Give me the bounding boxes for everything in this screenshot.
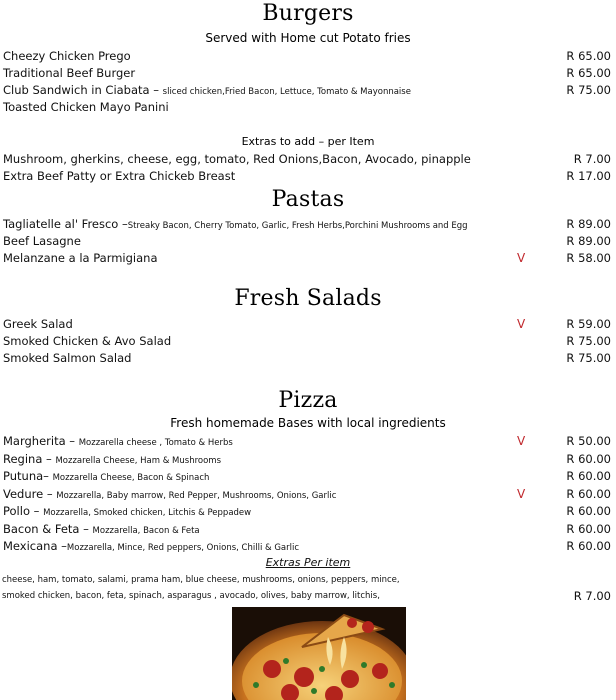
pizza-row bbox=[3, 503, 613, 519]
burger-extra-item-title: Mushroom, gherkins, cheese, egg, tomato, Red Onions,Bacon, Avocado, pinapple bbox=[3, 152, 471, 166]
pastas-title: Pastas bbox=[271, 187, 345, 212]
burger-row bbox=[3, 48, 613, 64]
salad-item-name bbox=[3, 350, 131, 368]
pizza-item-price: R 60.00 bbox=[566, 521, 611, 536]
salad-item-title: Smoked Chicken & Avo Salad bbox=[3, 334, 172, 348]
burger-extra-item-price: R 17.00 bbox=[566, 169, 611, 183]
pizza-item-name bbox=[3, 538, 299, 556]
burger-item-name bbox=[3, 82, 411, 100]
burger-extra-row bbox=[3, 168, 613, 184]
pizza-item-price: R 60.00 bbox=[566, 539, 611, 553]
pizza-row bbox=[3, 486, 613, 502]
burger-item-price: R 65.00 bbox=[566, 49, 611, 63]
pasta-item-title: Beef Lasagne bbox=[3, 234, 81, 248]
salad-item-price: R 75.00 bbox=[566, 334, 611, 348]
pizza-item-title: Mexicana – bbox=[3, 539, 67, 553]
pizza-item-description: Mozzarella, Bacon & Feta bbox=[92, 525, 200, 536]
pizza-row bbox=[3, 521, 613, 537]
pizza-title: Pizza bbox=[278, 388, 338, 413]
burger-item-title: Traditional Beef Burger bbox=[3, 66, 136, 80]
burger-item-name bbox=[3, 48, 131, 66]
pizza-item-title: Pollo – bbox=[3, 504, 44, 518]
pasta-item-name bbox=[3, 216, 468, 234]
burger-item-name bbox=[3, 65, 135, 83]
pizza-item-title: Vedure – bbox=[3, 486, 57, 501]
salad-item-price: R 59.00 bbox=[566, 317, 611, 331]
salad-item-title: Greek Salad bbox=[3, 317, 73, 331]
burger-extra-item-price: R 7.00 bbox=[573, 152, 611, 166]
burger-row bbox=[3, 99, 613, 115]
pasta-row bbox=[3, 233, 613, 249]
pizza-item-description: Mozzarella, Smoked chicken, Litchis & Peppadew bbox=[43, 508, 252, 518]
pizza-item-description: Mozzarella cheese , Tomato & Herbs bbox=[78, 438, 233, 448]
pizza-item-description: Mozzarella, Mince, Red peppers, Onions, Chilli & Garlic bbox=[66, 543, 300, 553]
salad-row bbox=[3, 316, 613, 332]
pasta-item-title: Melanzane a la Parmigiana bbox=[3, 251, 158, 265]
pizza-illustration bbox=[232, 607, 406, 700]
pizza-extras-title: Extras Per item bbox=[265, 556, 351, 569]
pasta-item-name bbox=[3, 233, 81, 251]
pizza-item-title: Regina – bbox=[3, 451, 56, 466]
burger-row bbox=[3, 65, 613, 81]
pizza-item-title: Putuna– bbox=[3, 469, 53, 483]
pizza-item-name bbox=[3, 521, 200, 539]
pizza-row bbox=[3, 451, 613, 467]
pizza-item-name bbox=[3, 451, 221, 469]
burger-extra-item-name bbox=[3, 151, 471, 169]
pizza-extras-line2: smoked chicken, bacon, feta, spinach, asparagus , avocado, olives, baby marrow, litchis, bbox=[2, 591, 380, 601]
pizza-row bbox=[3, 468, 613, 484]
salad-item-price: R 75.00 bbox=[566, 351, 611, 365]
burger-item-title: Toasted Chicken Mayo Panini bbox=[3, 100, 169, 114]
pasta-item-price: R 89.00 bbox=[566, 234, 611, 248]
burger-item-description: sliced chicken,Fried Bacon, Lettuce, Tomato & Mayonnaise bbox=[162, 87, 411, 97]
burger-row bbox=[3, 82, 613, 98]
pizza-extras-price: R 7.00 bbox=[573, 589, 611, 603]
salad-row bbox=[3, 350, 613, 366]
burger-extra-item-title: Extra Beef Patty or Extra Chickeb Breast bbox=[3, 169, 236, 183]
salad-item-name bbox=[3, 333, 171, 351]
pizza-item-price: R 50.00 bbox=[566, 434, 611, 448]
burger-item-title: Club Sandwich in Ciabata – bbox=[3, 83, 163, 97]
pasta-item-name bbox=[3, 250, 158, 268]
burger-extra-row bbox=[3, 151, 613, 167]
burger-item-price: R 75.00 bbox=[566, 83, 611, 97]
pasta-item-price: R 89.00 bbox=[566, 217, 611, 231]
burger-item-title: Cheezy Chicken Prego bbox=[3, 49, 131, 63]
pasta-row bbox=[3, 216, 613, 232]
salad-item-title: Smoked Salmon Salad bbox=[3, 351, 132, 365]
pizza-item-title: Margherita – bbox=[3, 434, 79, 448]
burger-extra-item-name bbox=[3, 168, 235, 186]
pizza-item-title: Bacon & Feta – bbox=[3, 521, 93, 536]
pizza-photo bbox=[232, 607, 406, 700]
pasta-item-description: Streaky Bacon, Cherry Tomato, Garlic, Fresh Herbs,Porchini Mushrooms and Egg bbox=[127, 221, 468, 231]
pizza-item-name bbox=[3, 486, 336, 504]
pizza-item-price: R 60.00 bbox=[566, 504, 611, 518]
salad-item-name bbox=[3, 316, 73, 334]
salads-title: Fresh Salads bbox=[234, 286, 382, 311]
pasta-vegetarian-marker: V bbox=[517, 251, 526, 265]
burger-item-name bbox=[3, 99, 169, 117]
salad-row bbox=[3, 333, 613, 349]
pizza-row bbox=[3, 538, 613, 554]
pizza-item-price: R 60.00 bbox=[566, 451, 611, 466]
pizza-row bbox=[3, 433, 613, 449]
pizza-extras-price-row bbox=[3, 588, 613, 604]
pizza-item-name bbox=[3, 433, 233, 451]
pasta-row bbox=[3, 250, 613, 266]
burger-extras-title: Extras to add – per Item bbox=[241, 135, 375, 148]
burger-item-price: R 65.00 bbox=[566, 66, 611, 80]
pizza-vegetarian-marker: V bbox=[517, 434, 526, 448]
pizza-vegetarian-marker: V bbox=[517, 486, 526, 501]
pizza-item-name bbox=[3, 503, 251, 521]
pizza-extras-line1: cheese, ham, tomato, salami, prama ham, blue cheese, mushrooms, onions, peppers, mince, bbox=[2, 575, 400, 585]
pizza-item-price: R 60.00 bbox=[566, 486, 611, 501]
burgers-subtitle: Served with Home cut Potato fries bbox=[205, 31, 411, 45]
pizza-item-description: Mozzarella Cheese, Bacon & Spinach bbox=[52, 473, 210, 483]
pizza-subtitle: Fresh homemade Bases with local ingredients bbox=[170, 416, 446, 430]
pasta-item-price: R 58.00 bbox=[566, 251, 611, 265]
pizza-item-name bbox=[3, 468, 209, 486]
pasta-item-title: Tagliatelle al' Fresco – bbox=[3, 217, 128, 231]
pizza-item-description: Mozzarella, Baby marrow, Red Pepper, Mushrooms, Onions, Garlic bbox=[56, 490, 337, 501]
salad-vegetarian-marker: V bbox=[517, 317, 526, 331]
pizza-item-description: Mozzarella Cheese, Ham & Mushrooms bbox=[55, 455, 221, 466]
burgers-title: Burgers bbox=[262, 1, 354, 26]
pizza-item-price: R 60.00 bbox=[566, 469, 611, 483]
